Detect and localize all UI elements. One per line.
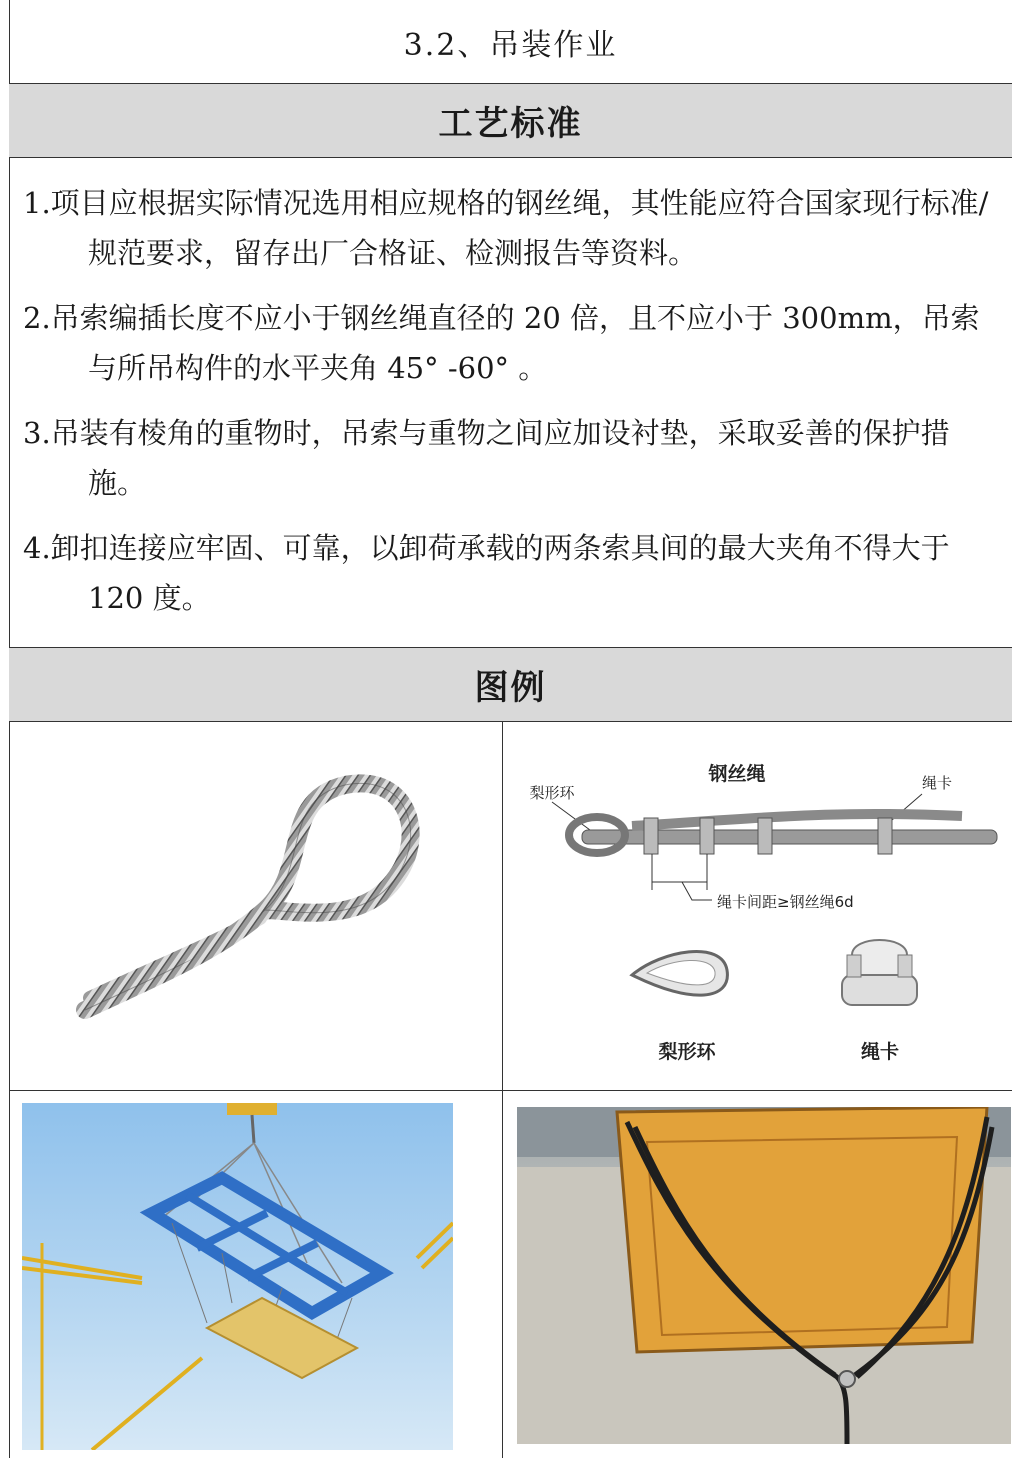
spreader-frame xyxy=(152,1178,382,1313)
diagram-label-thimble: 梨形环 xyxy=(529,784,575,802)
hook-cable xyxy=(252,1115,254,1143)
section-title: 3.2、吊装作业 xyxy=(403,27,618,63)
clip-detail xyxy=(842,940,917,1005)
standard-item-4: 4.卸扣连接应牢固、可靠，以卸荷承载的两条索具间的最大夹角不得大于 120 度。 xyxy=(23,531,950,615)
hook-block xyxy=(227,1103,277,1115)
tower-crane-left xyxy=(22,1243,142,1450)
clip-3 xyxy=(758,818,772,854)
wire-rope-loop-illustration xyxy=(70,760,440,1030)
diagram-label-spacing: 绳卡间距≥钢丝绳6d xyxy=(717,893,854,911)
diagram-caption-clip: 绳卡 xyxy=(860,1041,900,1063)
diagram-caption-thimble: 梨形环 xyxy=(658,1041,716,1063)
clip-4 xyxy=(878,818,892,854)
standards-header xyxy=(9,84,1012,158)
crane-lifting-photo xyxy=(22,1103,453,1450)
standards-heading: 工艺标准 xyxy=(438,104,583,144)
shackle xyxy=(839,1371,855,1387)
standard-item-1: 1.项目应根据实际情况选用相应规格的钢丝绳，其性能应符合国家现行标准/规范要求，留存出厂合格证、检测报告等资料。 xyxy=(23,186,989,270)
wire-rope-clip-diagram xyxy=(512,730,1007,1080)
clip-diagram-svg xyxy=(512,730,1007,1080)
clip-2 xyxy=(700,818,714,854)
diagram-label-clip: 绳卡 xyxy=(921,774,953,792)
rope-tail xyxy=(632,814,962,826)
orange-box xyxy=(617,1107,987,1352)
image-grid-horizontal-divider xyxy=(9,1090,1012,1091)
standard-item-2: 2.吊索编插长度不应小于钢丝绳直径的 20 倍，且不应小于 300mm，吊索与所吊构件的水平夹角 45° -60° 。 xyxy=(23,301,980,385)
legend-heading: 图例 xyxy=(474,668,547,708)
lifting-slings xyxy=(162,1143,342,1283)
standards-body xyxy=(9,158,1012,648)
box-sling-illustration xyxy=(517,1107,1011,1444)
diagram-label-wire-rope: 钢丝绳 xyxy=(708,763,766,785)
crane-lifting-illustration xyxy=(22,1103,453,1450)
tower-crane-right xyxy=(417,1223,453,1268)
box-sling-photo xyxy=(517,1107,1011,1444)
section-title-row xyxy=(9,0,1012,84)
legend-header xyxy=(9,648,1012,722)
wire-rope-loop-image xyxy=(70,760,440,1030)
standard-item-3: 3.吊装有棱角的重物时，吊索与重物之间应加设衬垫，采取妥善的保护措施。 xyxy=(23,416,950,500)
lifted-panel xyxy=(207,1298,357,1378)
clip-1 xyxy=(644,818,658,854)
tower-crane-bottom xyxy=(92,1358,202,1450)
